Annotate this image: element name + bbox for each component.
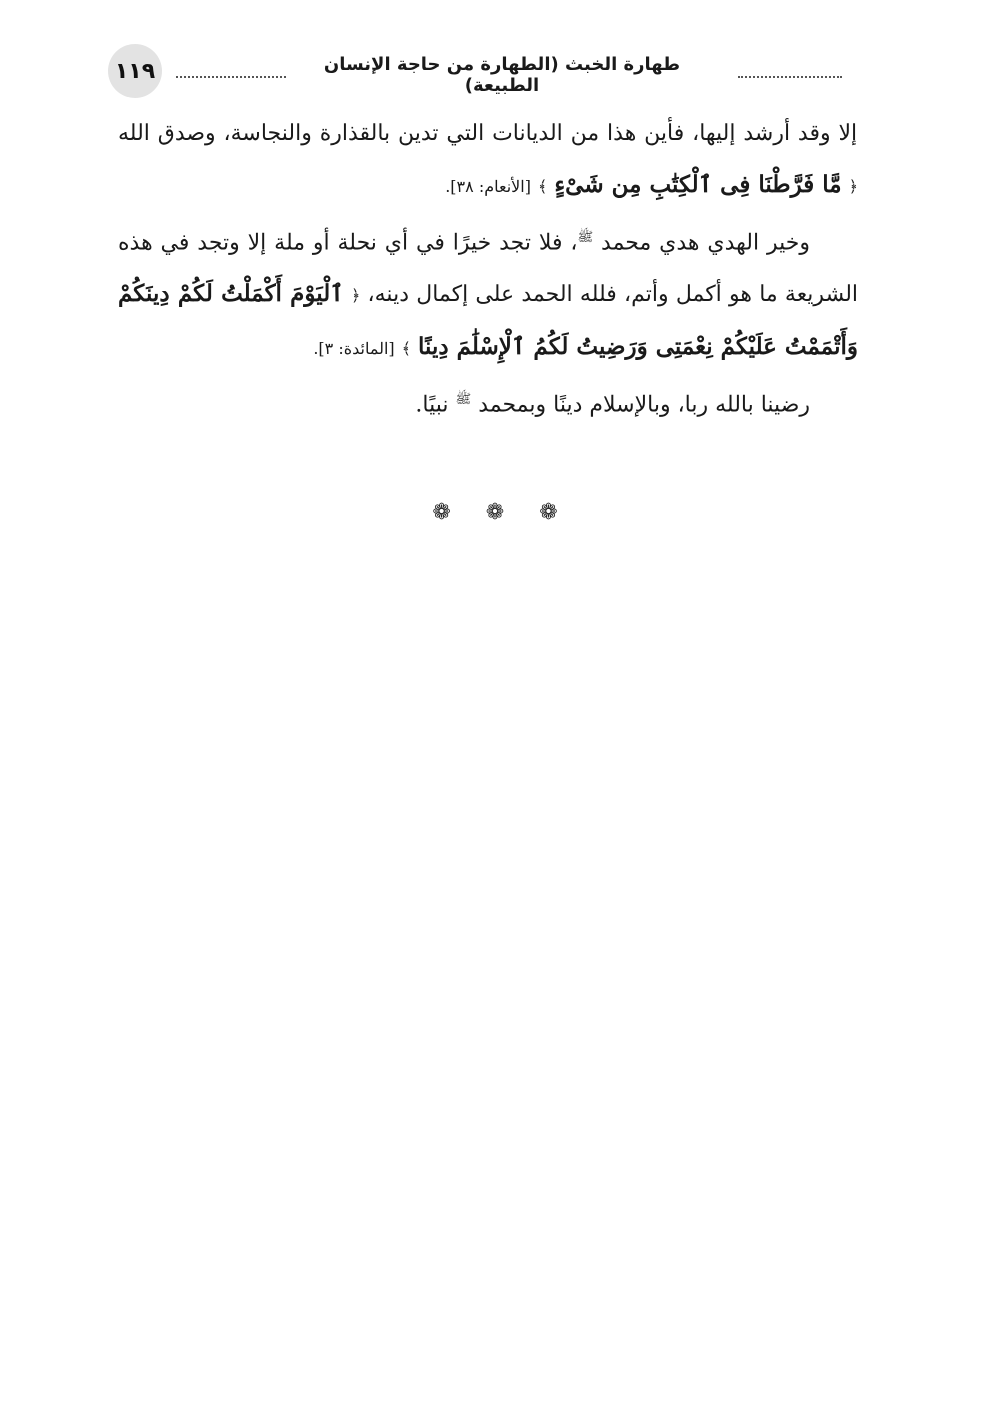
paragraph-3-text-b: نبيًا. bbox=[415, 392, 456, 418]
page-number: ١١٩ bbox=[114, 58, 156, 84]
verse-open-bracket: ﴿ bbox=[350, 286, 361, 306]
header-dotted-leader-left bbox=[176, 62, 286, 78]
verse-open-bracket: ﴿ bbox=[848, 177, 858, 196]
verse-close-bracket: ﴾ bbox=[537, 177, 548, 196]
verse-reference-anam: [الأنعام: ٣٨]. bbox=[445, 177, 531, 196]
paragraph-1 bbox=[118, 108, 858, 212]
paragraph-2-text-b: ، فلا تجد خيرًا في أي نحلة أو ملة إلا وتجد في هذه الشريعة ما هو أكمل وأتم، فلله الحمد على إكمال دينه، bbox=[118, 230, 859, 308]
pbuh-glyph: ﷺ bbox=[577, 230, 594, 245]
paragraph-2-text-a: وخير الهدي هدي محمد bbox=[593, 230, 810, 256]
paragraph-1-text: إلا وقد أرشد إليها، فأين هذا من الديانات التي تدين بالقذارة والنجاسة، وصدق الله bbox=[118, 121, 858, 146]
main-text bbox=[118, 108, 858, 431]
paragraph-2 bbox=[118, 212, 858, 374]
pbuh-glyph: ﷺ bbox=[455, 392, 472, 408]
verse-close-bracket: ﴾ bbox=[401, 339, 412, 359]
quran-verse-anam: مَّا فَرَّطْنَا فِى ٱلْكِتَٰبِ مِن شَىْءٍ bbox=[554, 171, 842, 198]
section-end-ornament: ❁ ❁ ❁ bbox=[432, 500, 572, 525]
page-number-badge bbox=[108, 44, 162, 98]
running-title: طهارة الخبث (الطهارة من حاجة الإنسان الطبيعة) bbox=[323, 54, 681, 96]
header-dotted-leader-right bbox=[738, 62, 842, 78]
paragraph-3 bbox=[118, 374, 858, 430]
quran-verse-maidah: ٱلْيَوْمَ أَكْمَلْتُ لَكُمْ دِينَكُمْ وَأَتْمَمْتُ عَلَيْكُمْ نِعْمَتِى وَرَضِيتُ لَكُمُ ٱلْإِسْلَٰمَ دِينًا bbox=[118, 280, 858, 361]
verse-reference-maidah: [المائدة: ٣]. bbox=[313, 339, 395, 359]
page-header bbox=[108, 44, 848, 96]
paragraph-3-text-a: رضينا بالله ربا، وبالإسلام دينًا وبمحمد bbox=[471, 392, 810, 418]
